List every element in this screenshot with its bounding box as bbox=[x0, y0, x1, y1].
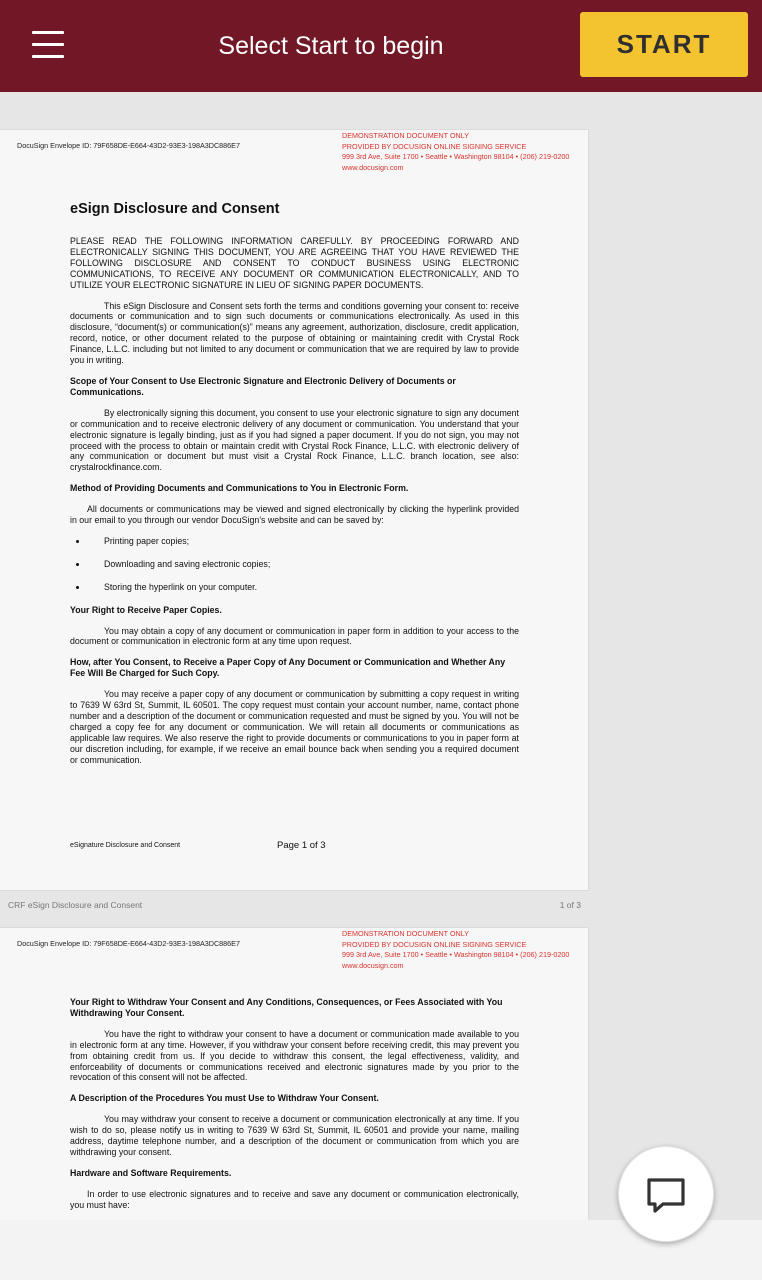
section-heading: Scope of Your Consent to Use Electronic Signature and Electronic Delivery of Documents or Communications. bbox=[70, 375, 456, 397]
page-info-strip bbox=[0, 892, 588, 920]
document-page-1 bbox=[0, 130, 588, 890]
document-page-2 bbox=[0, 928, 588, 1220]
page-1-content bbox=[70, 200, 519, 776]
section-heading: Hardware and Software Requirements. bbox=[70, 1167, 232, 1178]
document-title: eSign Disclosure and Consent bbox=[70, 201, 280, 217]
hamburger-menu-icon[interactable] bbox=[28, 28, 68, 64]
list-item: • Downloading and saving electronic copies; bbox=[88, 559, 519, 570]
demo-notice: DEMONSTRATION DOCUMENT ONLY PROVIDED BY DOCUSIGN ONLINE SIGNING SERVICE 999 3rd Ave, Suite 1700 • Seattle • Washington 98104 • (206) 219-0200 www.docusign.com bbox=[342, 929, 570, 970]
document-name: CRF eSign Disclosure and Consent bbox=[8, 900, 143, 910]
section-heading: Method of Providing Documents and Communications to You in Electronic Form. bbox=[70, 483, 409, 494]
chat-bubble-icon bbox=[646, 1177, 686, 1215]
paragraph: In order to use electronic signatures and to receive and save any document or communication electronically, you must have: bbox=[70, 1188, 519, 1210]
paragraph: You may withdraw your consent to receive a document or communication electronically at any time. If you wish to do so, please notify us in writing to 7639 W 63rd St, Summit, IL 60501 and provide your name, mailing address, daytime telephone number, and a description of the document or communication from which you are withdrawing your consent. bbox=[70, 1114, 519, 1157]
chat-button[interactable] bbox=[618, 1146, 714, 1242]
list-item: • Printing paper copies; bbox=[88, 536, 519, 547]
paragraph: You have the right to withdraw your consent to have a document or communication made available to you in electronic form at any time. However, if you withdraw your consent before receiving credit, this may prevent you from obtaining credit from us. If you decide to withdraw this consent, the legal effectiveness, validity, and enforceability of documents or communications received and electronic signatures made by you prior to the revocation of this consent will not be affected. bbox=[70, 1028, 519, 1083]
paragraph: By electronically signing this document, you consent to use your electronic signature to sign any document or communication and to receive electronic delivery of any document or communication. You understand that your electronic signature is legally binding, just as if you had signed a paper document. If you do not sign, you may not proceed with the process to obtain or maintain credit with Crystal Rock Finance, L.L.C. with electronic delivery of any communication or document but must visit a Crystal Rock Finance, L.L.C. branch location, see also: crystalrockfinance.com. bbox=[70, 407, 519, 473]
demo-notice: DEMONSTRATION DOCUMENT ONLY PROVIDED BY DOCUSIGN ONLINE SIGNING SERVICE 999 3rd Ave, Suite 1700 • Seattle • Washington 98104 • (206) 219-0200 www.docusign.com bbox=[342, 131, 570, 172]
page-2-content bbox=[70, 997, 519, 1220]
paragraph: This eSign Disclosure and Consent sets forth the terms and conditions governing your consent to: receive documents or communication and to sign such documents or communications electronically. As used in this disclosure, “document(s) or communication(s)” means any agreement, authorization, disclosure, credit application, record, notice, or other document related to the purpose of obtaining or maintaining credit with Crystal Rock Finance, L.L.C. including but not limited to any document or communication that we are required by law to provide you in writing. bbox=[70, 300, 519, 366]
envelope-id: DocuSign Envelope ID: 79F658DE-E664-43D2-93E3-198A3DC886E7 bbox=[17, 939, 240, 948]
page-count: 1 of 3 bbox=[559, 900, 581, 910]
save-options-list bbox=[70, 536, 519, 593]
start-button[interactable]: START bbox=[580, 12, 748, 77]
page-footer-label: eSignature Disclosure and Consent bbox=[70, 842, 181, 849]
top-bar bbox=[0, 0, 762, 92]
paragraph: All documents or communications may be viewed and signed electronically by clicking the hyperlink provided in our email to you through our vendor DocuSign’s website and can be saved by: bbox=[70, 504, 519, 526]
envelope-id: DocuSign Envelope ID: 79F658DE-E664-43D2-93E3-198A3DC886E7 bbox=[17, 141, 240, 150]
section-heading: A Description of the Procedures You must Use to Withdraw Your Consent. bbox=[70, 1093, 379, 1104]
list-item: • Storing the hyperlink on your computer. bbox=[88, 582, 519, 593]
page-title: Select Start to begin bbox=[218, 32, 444, 60]
page-number: Page 1 of 3 bbox=[277, 840, 326, 851]
section-heading: Your Right to Receive Paper Copies. bbox=[70, 604, 222, 615]
intro-paragraph: PLEASE READ THE FOLLOWING INFORMATION CAREFULLY. BY PROCEEDING FORWARD AND ELECTRONICALLY SIGNING THIS DOCUMENT, YOU ARE AGREEING THAT YOU HAVE REVIEWED THE FOLLOWING DISCLOSURE AND CONSENT TO CONDUCT BUSINESS USING ELECTRONIC COMMUNICATIONS, TO RECEIVE ANY DOCUMENT OR COMMUNICATION ELECTRONICALLY, AND TO UTILIZE YOUR ELECTRONIC SIGNATURE IN LIEU OF SIGNING PAPER DOCUMENTS. bbox=[70, 236, 519, 290]
paragraph: You may obtain a copy of any document or communication in paper form in addition to your access to the document or communication in electronic form at any time upon request. bbox=[70, 625, 519, 647]
paragraph: You may receive a paper copy of any document or communication by submitting a copy request in writing to 7639 W 63rd St, Summit, IL 60501. The copy request must contain your account number, name, contact phone number and a description of the document or communication requested and must be signed by you. You will not be charged a copy fee for any document or communication. We will retain all documents or communications as applicable law requires. We also reserve the right to provide documents or communications to you in paper form at our discretion including, for example, if we receive an email bounce back when sending you a required document or communication. bbox=[70, 689, 519, 765]
section-heading: Your Right to Withdraw Your Consent and Any Conditions, Consequences, or Fees Associated with You Withdrawing Your Consent. bbox=[70, 997, 503, 1018]
section-heading: How, after You Consent, to Receive a Paper Copy of Any Document or Communication and Whether Any Fee Will Be Charged for Such Copy. bbox=[70, 657, 506, 679]
